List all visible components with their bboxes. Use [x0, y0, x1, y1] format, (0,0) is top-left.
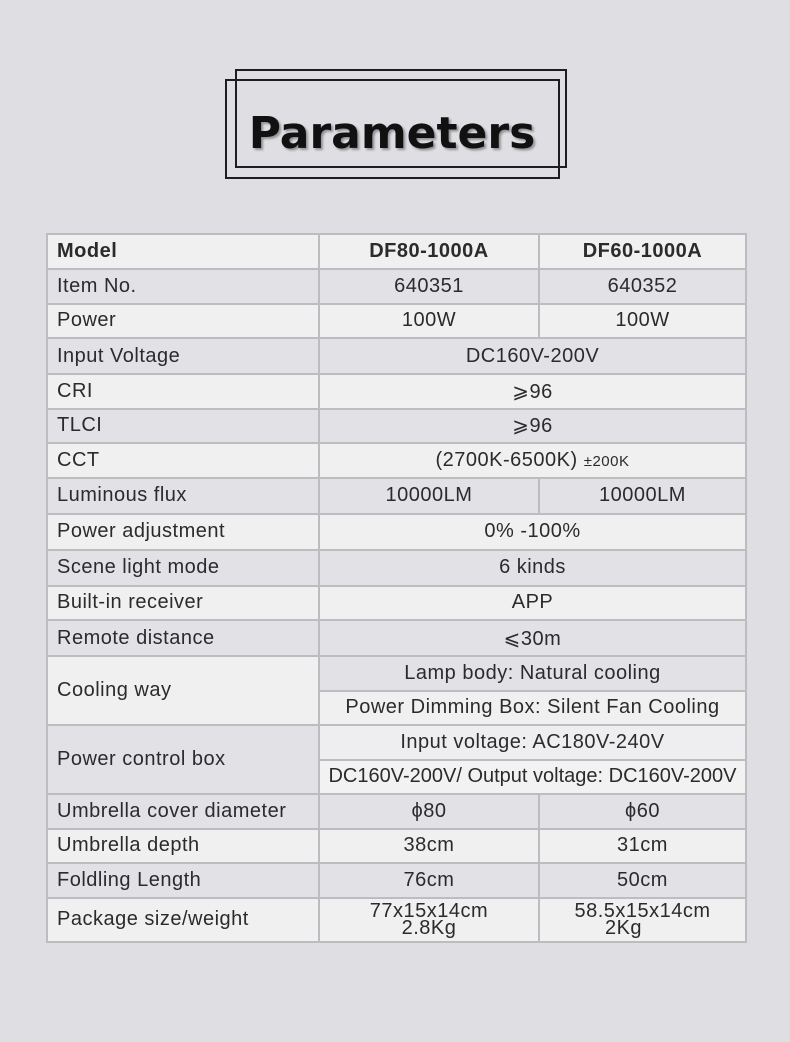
power-b: 100W — [539, 304, 746, 339]
row-label-input-voltage: Input Voltage — [47, 338, 319, 374]
item-no-b: 640352 — [539, 269, 746, 304]
power-control-box-line2: DC160V-200V/ Output voltage: DC160V-200V — [319, 760, 746, 795]
table-row — [47, 338, 746, 374]
cri-value: ⩾96 — [319, 374, 746, 409]
table-row — [47, 586, 746, 621]
row-label-cct: CCT — [47, 443, 319, 478]
row-label-umbrella-depth: Umbrella depth — [47, 829, 319, 864]
row-label-remote-distance: Remote distance — [47, 620, 319, 656]
row-label-package: Package size/weight — [47, 898, 319, 942]
built-in-receiver-value: APP — [319, 586, 746, 621]
cct-value — [319, 443, 746, 478]
row-label-item-no: Item No. — [47, 269, 319, 304]
item-no-a: 640351 — [319, 269, 539, 304]
tlci-value: ⩾96 — [319, 409, 746, 444]
row-label-power: Power — [47, 304, 319, 339]
table-row — [47, 863, 746, 898]
row-label-luminous-flux: Luminous flux — [47, 478, 319, 514]
cooling-way-line1: Lamp body: Natural cooling — [319, 656, 746, 691]
remote-distance-value: ⩽30m — [319, 620, 746, 656]
table-row — [47, 304, 746, 339]
title-frame — [225, 69, 571, 181]
row-label-power-adjustment: Power adjustment — [47, 514, 319, 550]
table-row — [47, 478, 746, 514]
row-label-foldling-length: Foldling Length — [47, 863, 319, 898]
foldling-length-b: 50cm — [539, 863, 746, 898]
power-control-box-line1: Input voltage: AC180V-240V — [319, 725, 746, 760]
table-row — [47, 514, 746, 550]
title-frame-front — [225, 79, 560, 179]
table-row — [47, 620, 746, 656]
package-b — [539, 898, 746, 942]
cooling-way-line2: Power Dimming Box: Silent Fan Cooling — [319, 691, 746, 726]
table-row — [47, 374, 746, 409]
table-row — [47, 725, 746, 760]
row-label-built-in-receiver: Built-in receiver — [47, 586, 319, 621]
package-a — [319, 898, 539, 942]
luminous-flux-a: 10000LM — [319, 478, 539, 514]
row-label-cri: CRI — [47, 374, 319, 409]
umbrella-depth-b: 31cm — [539, 829, 746, 864]
row-label-cooling-way: Cooling way — [47, 656, 319, 725]
row-label-umbrella-cover-diameter: Umbrella cover diameter — [47, 794, 319, 829]
table-row — [47, 269, 746, 304]
row-label-tlci: TLCI — [47, 409, 319, 444]
input-voltage-value: DC160V-200V — [319, 338, 746, 374]
header-model-b: DF60-1000A — [539, 234, 746, 269]
power-a: 100W — [319, 304, 539, 339]
row-label-scene-light-mode: Scene light mode — [47, 550, 319, 586]
table-row — [47, 656, 746, 691]
cct-tolerance: ±200K — [583, 452, 630, 470]
power-adjustment-value: 0% -100% — [319, 514, 746, 550]
package-a-size: 77x15x14cm — [369, 899, 489, 922]
package-b-size: 58.5x15x14cm — [574, 899, 711, 922]
table-row — [47, 794, 746, 829]
table-row — [47, 829, 746, 864]
table-row — [47, 898, 746, 942]
table-row — [47, 550, 746, 586]
header-model-a: DF80-1000A — [319, 234, 539, 269]
table-header-row — [47, 234, 746, 269]
table-row — [47, 443, 746, 478]
umbrella-cover-diameter-b: ϕ60 — [539, 794, 746, 829]
foldling-length-a: 76cm — [319, 863, 539, 898]
umbrella-depth-a: 38cm — [319, 829, 539, 864]
page-title: Parameters — [248, 108, 536, 159]
package-a-weight: 2.8Kg — [401, 916, 457, 939]
parameters-table — [46, 233, 747, 943]
cct-range: (2700K-6500K) — [435, 448, 578, 471]
scene-light-mode-value: 6 kinds — [319, 550, 746, 586]
umbrella-cover-diameter-a: ϕ80 — [319, 794, 539, 829]
header-model-label: Model — [47, 234, 319, 269]
table-row — [47, 409, 746, 444]
luminous-flux-b: 10000LM — [539, 478, 746, 514]
row-label-power-control-box: Power control box — [47, 725, 319, 794]
package-b-weight: 2Kg — [604, 916, 643, 939]
